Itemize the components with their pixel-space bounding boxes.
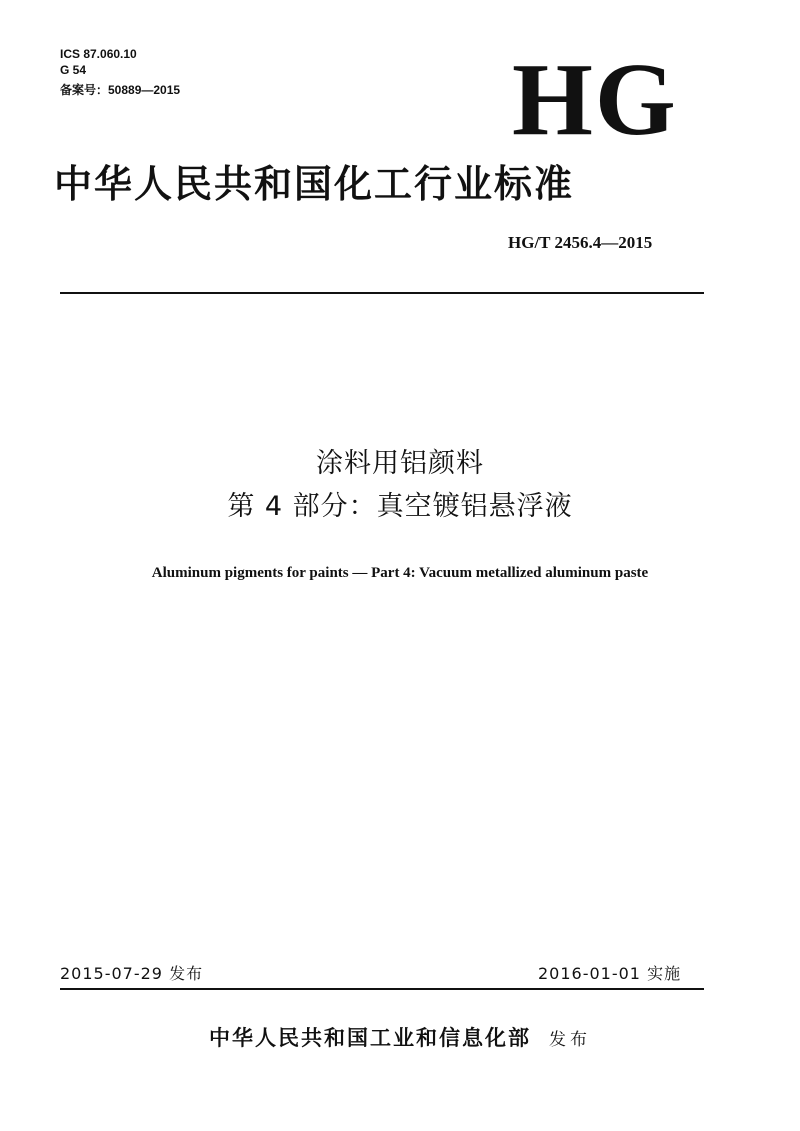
standard-category-title: 中华人民共和国化工行业标准 <box>54 162 575 206</box>
filing-number: 备案号：50889—2015 <box>60 83 181 97</box>
issuer-suffix: 发布 <box>549 1030 591 1050</box>
title-main-cn: 涂料用铝颜料 <box>316 448 484 479</box>
issuer-name: 中华人民共和国工业和信息化部 <box>209 1026 531 1050</box>
hg-logo: HG <box>512 42 678 157</box>
footer-divider <box>60 988 704 990</box>
header-divider <box>60 292 704 294</box>
ccs-code: G 54 <box>60 63 87 77</box>
ics-code: ICS 87.060.10 <box>60 47 137 61</box>
title-english: Aluminum pigments for paints — Part 4: Vacuum metallized aluminum paste <box>151 565 649 581</box>
issuing-authority <box>0 1024 800 1054</box>
standard-number: HG/T 2456.4—2015 <box>508 233 653 252</box>
implementation-date: 2016-01-01 实施 <box>538 964 682 983</box>
issue-date: 2015-07-29 发布 <box>60 964 204 983</box>
title-part-cn: 第 4 部分：真空镀铝悬浮液 <box>227 491 573 522</box>
